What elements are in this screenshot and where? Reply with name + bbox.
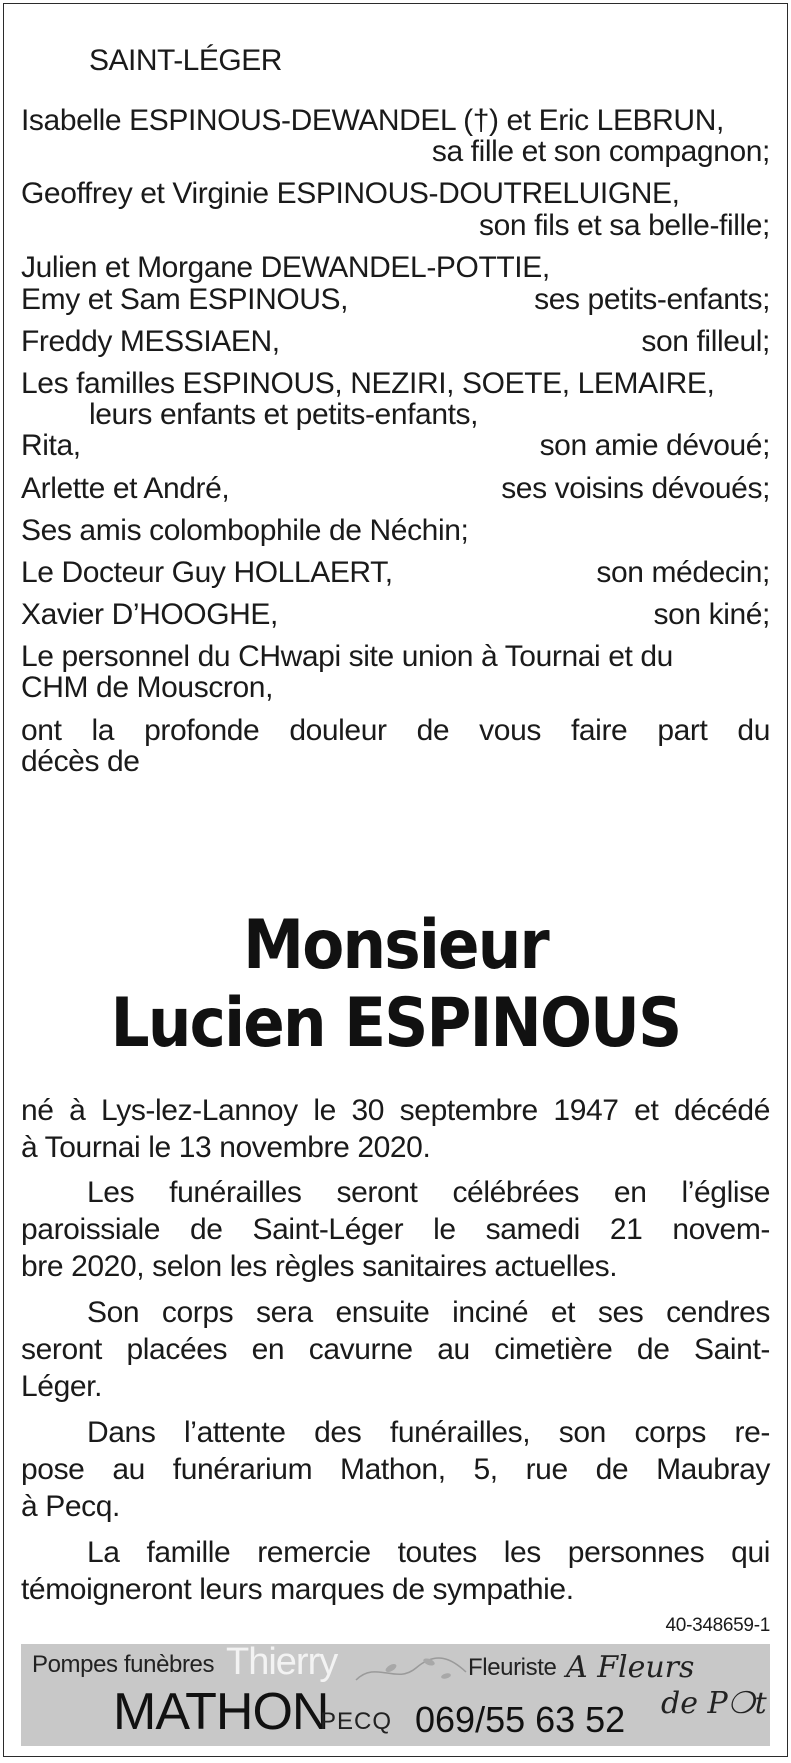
florist-label: Fleuriste bbox=[468, 1654, 557, 1681]
family-relation: ses voisins dévoués; bbox=[501, 472, 770, 505]
announcement-line: ont la profonde douleur de vous faire part du bbox=[21, 714, 770, 747]
family-relation: ses petits-enfants; bbox=[534, 283, 770, 316]
text-line: paroissiale de Saint-Léger le samedi 21 novem- bbox=[21, 1213, 770, 1246]
family-line: leurs enfants et petits-enfants, bbox=[89, 398, 479, 431]
family-line-split bbox=[21, 556, 770, 590]
family-line: Le personnel du CHwapi site union à Tournai et du bbox=[21, 640, 673, 673]
deceased-name: Lucien ESPINOUS bbox=[110, 984, 681, 1063]
text-line: né à Lys-lez-Lannoy le 30 septembre 1947 et décédé bbox=[21, 1094, 770, 1127]
reference-number: 40-348659-1 bbox=[665, 1615, 770, 1636]
family-line: Rita, bbox=[21, 429, 81, 462]
family-line-split bbox=[21, 283, 770, 317]
funeral-home-firstname: Thierry bbox=[226, 1641, 338, 1683]
text-line: bre 2020, selon les règles sanitaires actuelles. bbox=[21, 1250, 618, 1283]
family-line: Le Docteur Guy HOLLAERT, bbox=[21, 556, 393, 589]
phone-number: 069/55 63 52 bbox=[415, 1699, 626, 1740]
family-line: Xavier D’HOOGHE, bbox=[21, 598, 278, 631]
family-line: Isabelle ESPINOUS-DEWANDEL (†) et Eric LEBRUN, bbox=[21, 104, 724, 137]
florist-name-line1: A Fleurs bbox=[566, 1650, 695, 1685]
funeral-home-town: PECQ bbox=[320, 1708, 393, 1735]
funeral-home-banner bbox=[21, 1641, 770, 1746]
deceased-title: Monsieur bbox=[243, 906, 548, 985]
text-line: Dans l’attente des funérailles, son corps re- bbox=[87, 1416, 770, 1449]
family-line: Freddy MESSIAEN, bbox=[21, 325, 280, 358]
family-relation: son fils et sa belle-fille; bbox=[478, 209, 770, 242]
paragraph-rest bbox=[21, 1414, 770, 1525]
family-line-split bbox=[21, 429, 770, 463]
family-line: Arlette et André, bbox=[21, 472, 230, 505]
family-line-split bbox=[21, 598, 770, 632]
family-line: CHM de Mouscron, bbox=[21, 671, 274, 704]
family-relation: sa fille et son compagnon; bbox=[431, 135, 770, 168]
paragraph-funeral bbox=[21, 1174, 770, 1285]
paragraph-birth-death bbox=[21, 1092, 770, 1166]
announcement-line: décès de bbox=[21, 745, 140, 778]
family-line: Geoffrey et Virginie ESPINOUS-DOUTRELUIGNE, bbox=[21, 177, 680, 210]
family-line: Les familles ESPINOUS, NEZIRI, SOETE, LEMAIRE, bbox=[21, 367, 715, 400]
text-line: témoigneront leurs marques de sympathie. bbox=[21, 1573, 574, 1606]
family-relation: son médecin; bbox=[596, 556, 770, 589]
obituary-notice bbox=[3, 3, 788, 1757]
family-line-split bbox=[21, 472, 770, 506]
text-line: à Tournai le 13 novembre 2020. bbox=[21, 1131, 431, 1164]
funeral-home-name: MATHON bbox=[113, 1683, 329, 1741]
family-relation: son filleul; bbox=[641, 325, 770, 358]
place-name: SAINT-LÉGER bbox=[89, 44, 282, 77]
text-line: pose au funérarium Mathon, 5, rue de Maubray bbox=[21, 1453, 770, 1486]
floral-ornament-icon bbox=[351, 1650, 471, 1690]
funeral-home-label: Pompes funèbres bbox=[32, 1651, 215, 1678]
family-line: Julien et Morgane DEWANDEL-POTTIE, bbox=[21, 251, 550, 284]
family-relation: son kiné; bbox=[653, 598, 770, 631]
family-line-split bbox=[21, 325, 770, 359]
family-relation: son amie dévoué; bbox=[539, 429, 770, 462]
family-line: Ses amis colombophile de Néchin; bbox=[21, 514, 469, 547]
text-line: seront placées en cavurne au cimetière de Saint- bbox=[21, 1333, 770, 1366]
paragraph-thanks bbox=[21, 1534, 770, 1608]
text-line: Léger. bbox=[21, 1370, 103, 1403]
text-line: La famille remercie toutes les personnes qui bbox=[87, 1536, 770, 1569]
florist-name-line2: de P❍t bbox=[661, 1686, 767, 1721]
paragraph-cremation bbox=[21, 1294, 770, 1405]
text-line: Son corps sera ensuite inciné et ses cendres bbox=[87, 1296, 770, 1329]
family-line: Emy et Sam ESPINOUS, bbox=[21, 283, 349, 316]
text-line: à Pecq. bbox=[21, 1490, 120, 1523]
text-line: Les funérailles seront célébrées en l’église bbox=[87, 1176, 770, 1209]
